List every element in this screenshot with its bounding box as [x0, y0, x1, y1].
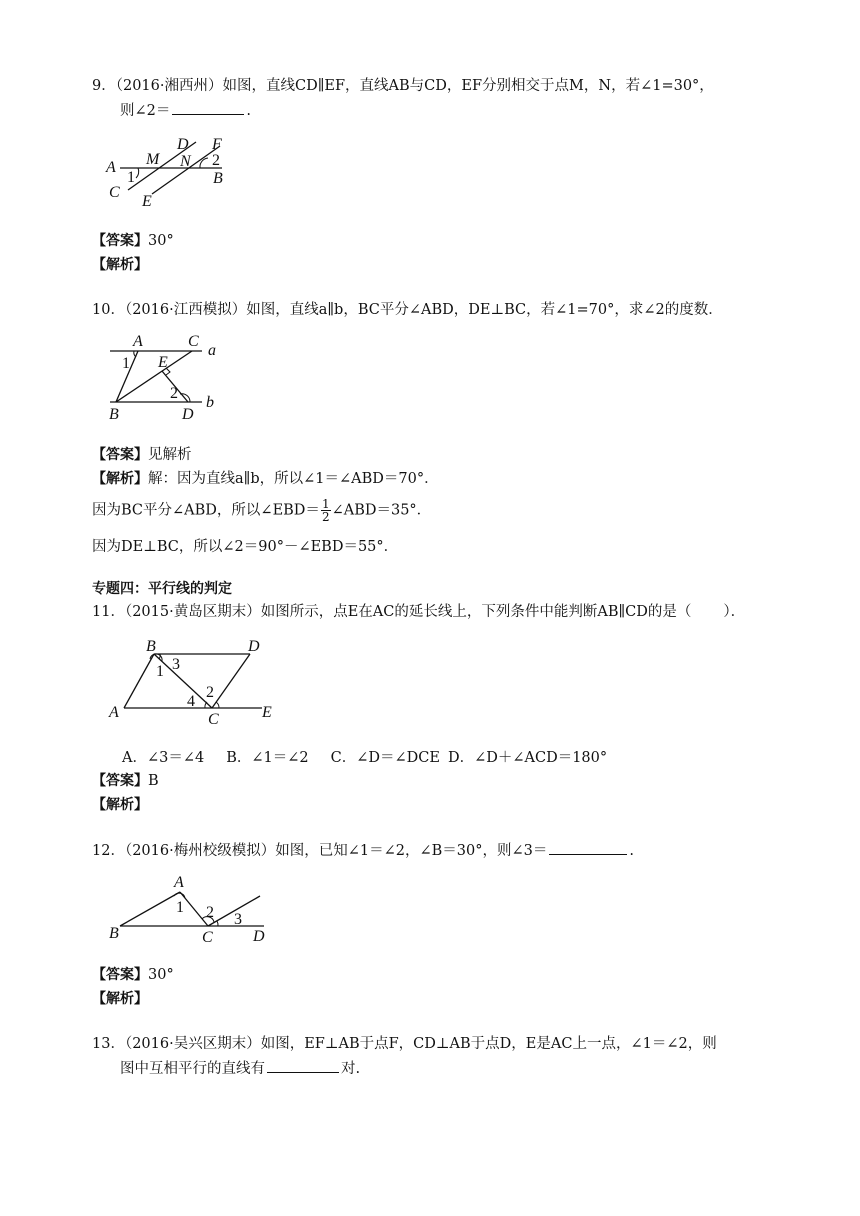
q9-label-1: 1: [127, 169, 135, 186]
q11-line-dc: [212, 654, 250, 708]
q10-figure: [100, 330, 230, 425]
q12-label-C: C: [202, 929, 213, 946]
q10-label-C: C: [188, 333, 199, 350]
q12-answer-row: [92, 964, 174, 984]
q11-option-b[interactable]: B．∠1＝∠2: [226, 750, 309, 766]
q10-number: 10．: [92, 302, 125, 318]
q12-answer-label: 【答案】: [92, 967, 148, 983]
q11-line-ab: [124, 654, 154, 708]
q11-label-2: 2: [206, 684, 214, 701]
q9-label-D: D: [177, 136, 189, 153]
q9-label-C: C: [109, 184, 120, 201]
q9-label-M: M: [146, 151, 160, 168]
q11-label-B: B: [146, 638, 156, 655]
q12-line1: [92, 840, 634, 861]
q11-label-1: 1: [156, 663, 164, 680]
q10-solution-2-post: ∠ABD＝35°．: [331, 502, 432, 519]
q11-option-d[interactable]: D．∠D＋∠ACD＝180°: [447, 750, 608, 766]
q9-line2-text: 则∠2＝: [120, 103, 171, 119]
q9-answer: 30°: [148, 233, 174, 249]
q11-figure: [102, 634, 282, 729]
q12-label-3: 3: [234, 911, 242, 928]
q10-label-2: 2: [170, 385, 178, 402]
q10-text: （2016·江西模拟）如图，直线a∥b，BC平分∠ABD，DE⊥BC，若∠1=70°，求∠2的度数．: [124, 302, 723, 318]
q11-label-A: A: [109, 704, 119, 721]
q10-analysis-label: 【解析】: [92, 471, 148, 487]
q11-answer: B: [148, 773, 159, 789]
q11-line1: [92, 602, 745, 622]
q11-number: 11．: [92, 604, 125, 620]
q10-label-1: 1: [122, 355, 130, 372]
q10-solution-line2: [92, 498, 431, 523]
q10-line1: [92, 300, 723, 320]
topic4-heading: 专题四：平行线的判定: [92, 581, 232, 597]
q10-label-A: A: [133, 333, 143, 350]
q10-solution-3: 因为DE⊥BC，所以∠2＝90°－∠EBD＝55°．: [92, 539, 399, 555]
q11-analysis-label: 【解析】: [92, 797, 148, 813]
q10-solution-line3: [92, 535, 398, 556]
q11-label-E: E: [262, 704, 272, 721]
q9-number: 9．: [92, 78, 116, 94]
q10-fraction-denominator: 2: [321, 510, 330, 524]
q9-label-N: N: [180, 153, 191, 170]
q11-label-3: 3: [172, 656, 180, 673]
q12-line-ac: [180, 892, 208, 926]
q10-angle1-arc: [134, 351, 136, 357]
q9-label-E: E: [142, 193, 152, 210]
q9-line2-end: .: [246, 103, 251, 119]
q11-answer-label: 【答案】: [92, 773, 148, 789]
q9-label-2: 2: [212, 152, 220, 169]
q9-analysis-row: [92, 254, 148, 274]
q12-analysis-label: 【解析】: [92, 991, 148, 1007]
q12-label-A: A: [174, 874, 184, 891]
q10-fraction: [321, 498, 331, 523]
q9-answer-label: 【答案】: [92, 233, 148, 249]
q13-line1: [92, 1034, 717, 1054]
q11-options: [122, 746, 629, 767]
q12-text: （2016·梅州校级模拟）如图，已知∠1＝∠2，∠B＝30°，则∠3＝: [124, 843, 548, 859]
q11-text: （2015·黄岛区期末）如图所示，点E在AC的延长线上，下列条件中能判断AB∥CD的是（: [124, 604, 692, 620]
q10-label-E: E: [158, 354, 168, 371]
q13-line2: [120, 1058, 360, 1079]
q11-angle2-arc: [216, 702, 219, 708]
q9-line1: [92, 76, 714, 96]
q12-analysis-row: [92, 988, 148, 1008]
q10-label-b: b: [206, 394, 214, 411]
q10-label-B: B: [109, 406, 119, 423]
q11-text-end: ）．: [723, 604, 746, 620]
q10-solution-line1: [92, 467, 439, 488]
q10-answer-row: [92, 443, 192, 464]
q9-label-B: B: [213, 170, 223, 187]
q11-label-D: D: [248, 638, 260, 655]
q10-solution-1: 解：因为直线a∥b，所以∠1＝∠ABD＝70°．: [148, 471, 439, 487]
q12-line-ba: [120, 892, 180, 926]
q12-label-2: 2: [206, 904, 214, 921]
q10-answer: 见解析: [148, 447, 192, 463]
q9-label-F: F: [212, 136, 222, 153]
q13-line2-end: 对.: [341, 1061, 361, 1077]
q11-label-4: 4: [187, 693, 195, 710]
q10-solution-2-pre: 因为BC平分∠ABD，所以∠EBD＝: [92, 502, 320, 519]
q12-answer-blank[interactable]: [549, 840, 627, 855]
q12-label-B: B: [109, 925, 119, 942]
q11-option-c[interactable]: C．∠D＝∠DCE: [330, 750, 440, 766]
q10-label-D: D: [182, 406, 194, 423]
q12-figure: [104, 870, 274, 946]
q12-label-1: 1: [176, 899, 184, 916]
q11-label-C: C: [208, 711, 219, 728]
q12-text-end: .: [629, 843, 634, 859]
q9-analysis-label: 【解析】: [92, 257, 148, 273]
q13-text: （2016·吴兴区期末）如图，EF⊥AB于点F，CD⊥AB于点D，E是AC上一点，∠1＝∠2，则: [124, 1036, 717, 1052]
q11-answer-row: [92, 770, 159, 790]
q11-analysis-row: [92, 794, 148, 814]
q10-fraction-numerator: 1: [321, 497, 330, 511]
q11-angle4-arc: [205, 702, 207, 708]
q11-option-a[interactable]: A．∠3＝∠4: [122, 750, 205, 766]
q9-answer-blank[interactable]: [172, 100, 244, 115]
q10-answer-label: 【答案】: [92, 447, 148, 463]
q12-answer: 30°: [148, 967, 174, 983]
q12-angle3-arc: [217, 921, 218, 926]
q9-label-A: A: [106, 159, 116, 176]
q13-number: 13．: [92, 1036, 125, 1052]
q13-line2-text: 图中互相平行的直线有: [120, 1061, 265, 1077]
q12-label-D: D: [253, 928, 265, 945]
q9-text: （2016·湘西州）如图，直线CD∥EF，直线AB与CD，EF分别相交于点M，N，若∠1=30°，: [115, 78, 714, 94]
q9-answer-row: [92, 230, 174, 250]
q9-angle1-arc: [136, 168, 139, 178]
q9-line2: [120, 100, 251, 121]
q10-label-a: a: [208, 342, 216, 359]
q12-number: 12．: [92, 843, 125, 859]
q9-figure: [100, 132, 240, 212]
q13-answer-blank[interactable]: [267, 1058, 339, 1073]
